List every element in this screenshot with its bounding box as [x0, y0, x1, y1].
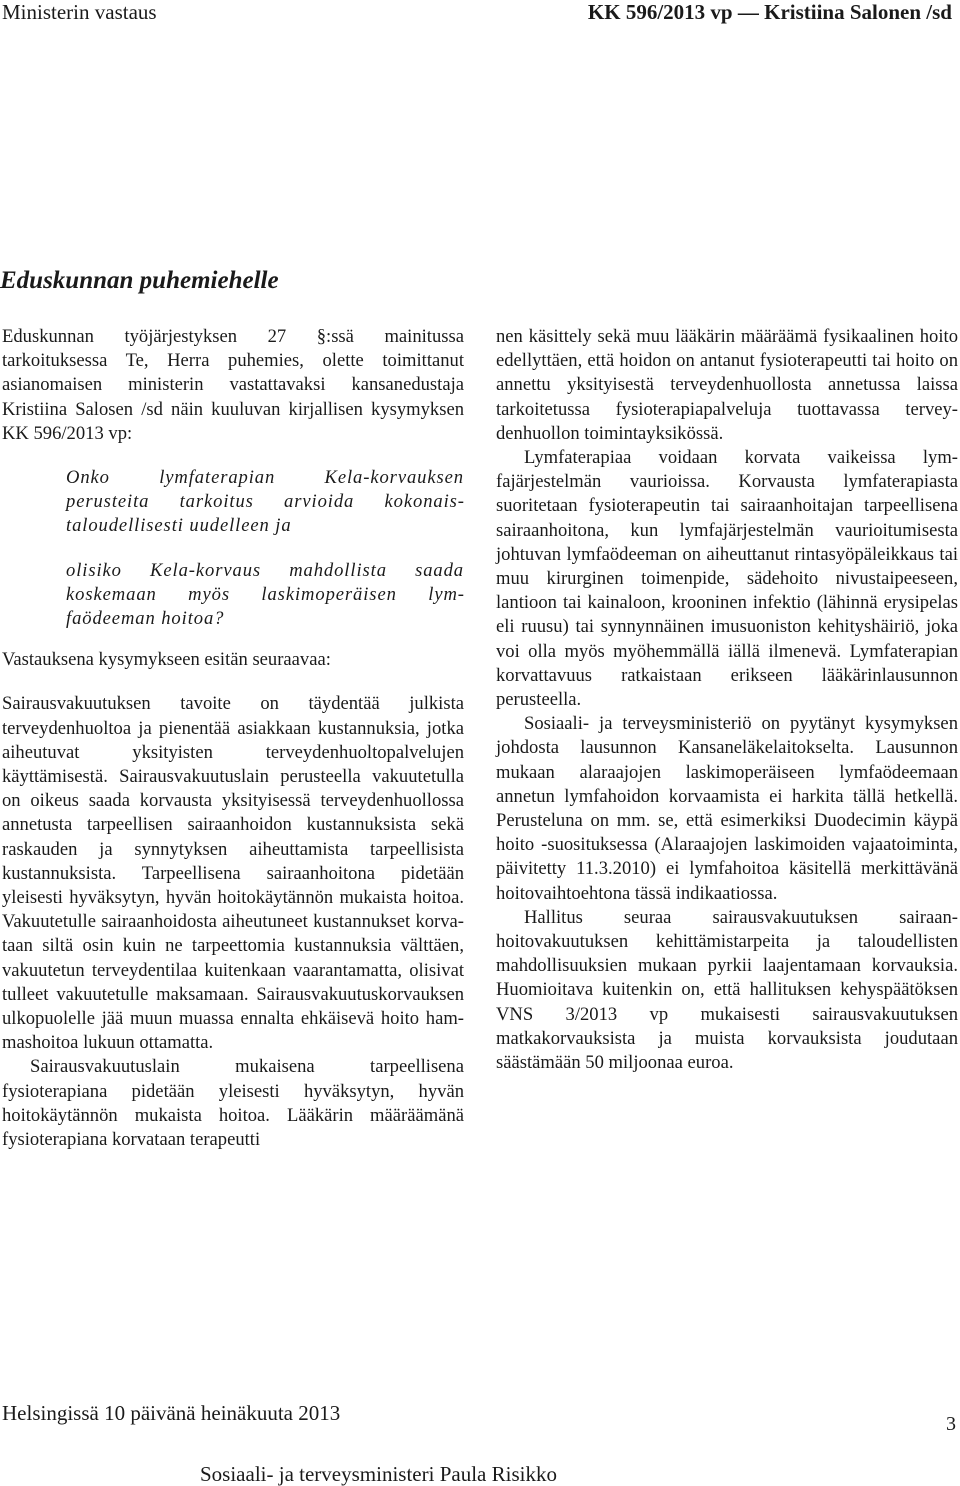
- answer-paragraph-2-continued: nen käsittely sekä muu lääkärin määräämä fysikaalinen hoito edellyttäen, että hoidon on antanut fysioterapeutti tai hoito on annettu yksityisestä terveydenhuollosta annetussa laissa tarkoitetussa fysioterapiapalveluja tuottavassa terveydenhuollon toimintayksikössä.: [496, 326, 958, 444]
- running-header-right: KK 596/2013 vp — Kristiina Salonen /sd: [587, 0, 952, 24]
- answer-paragraph-3: Lymfaterapiaa voidaan korvata vaikeissa lymfajärjestelmän vaurioissa. Korvausta lymfaterapiasta suoritetaan fysioterapeutin tai sairaanhoitajan tarpeellisena sairaanhoitona, kun lymfajärjestelmän vaurioitumisesta johtuvan lymfaödeeman on aiheuttanut rintasyöpäleikkaus tai muu kirurginen toimenpide, sädehoito nivustaipeeseen, lantioon tai kainaloon, krooninen infektio (lähinnä erysipelas eli ruusu) tai synnynnäinen imusuoniston kehityshäiriö, joka voi olla myös myöhemmällä iällä ilmenevä. Lymfaterapian korvattavuus ratkaistaan erikseen lääkärinlausunnon perusteella.: [496, 447, 958, 711]
- answer-paragraph-5: Hallitus seuraa sairausvakuutuksen sairaanhoitovakuutuksen kehittämistarpeita ja taloudellisten mahdollisuuksien mukaan pyrkii laajentamaan korvauksia. Huomioitava kuitenkin on, että hallituksen kehyspäätöksen VNS 3/2013 vp mukaisesti sairausvakuutuksen matkakorvauksista ja muista korvauksista joudutaan säästämään 50 miljoonaa euroa.: [496, 906, 958, 1074]
- answer-paragraph-4: Sosiaali- ja terveysministeriö on pyytänyt kysymyksen johdosta lausunnon Kansaneläkelaitokselta. Lausunnon mukaan alaraajojen laskimoperäiseen lymfaödeemaan annetun lymfahoidon korvaamista ei harkita tällä hetkellä. Perusteluna on mm. se, että esimerkiksi Duodecimin käypä hoito -suosituksessa (Alaraajojen laskimoiden vajaatoiminta, päivitetty 11.3.2010) ei lymfahoitoa käsitellä merkittävänä hoitovaihtoehtona tässä indikaatiossa.: [496, 713, 958, 904]
- place-and-date: Helsingissä 10 päivänä heinäkuuta 2013: [2, 1401, 341, 1425]
- left-column: [2, 325, 464, 1152]
- intro-paragraph: Eduskunnan työjärjestyksen 27 §:ssä mainitussa tarkoituksessa Te, Herra puhemies, olette toimittanut asianomaisen ministerin vastattavaksi kansanedustaja Kristiina Salosen /sd näin kuuluvan kirjallisen kysymyksen KK 596/2013 vp:: [2, 326, 464, 444]
- answer-paragraph-2: Sairausvakuutuslain mukaisena tarpeellisena fysioterapiana pidetään yleisesti hyväksytyn, hyvän hoitokäytännön mukaista hoitoa. Lääkärin määräämänä fysioterapiana korvataan terapeutti: [2, 1056, 464, 1151]
- answer-intro: Vastauksena kysymykseen esitän seuraavaa:: [2, 649, 331, 671]
- question-2: olisiko Kela-korvaus mahdollista saada koskemaan myös laskimoperäisen lymfaödeeman hoitoa?: [66, 559, 464, 630]
- answer-paragraph-1: Sairausvakuutuksen tavoite on täydentää julkista terveydenhuoltoa ja pienentää asiakkaan kustannuksia, jotka aiheutuvat yksityisten terveydenhuoltopalvelujen käyttämisestä. Sairausvakuutuslain perusteella vakuutetulla on oikeus saada korvausta yksityisessä terveydenhuollossa annetusta tarpeellisen sairaanhoidon kustannuksista sekä raskauden ja synnytyksen aiheuttamista tarpeellisista kustannuksista. Tarpeellisena sairaanhoitona pidetään yleisesti hyväksytyn, hyvän hoitokäytännön mukaista hoitoa. Vakuutetulle sairaanhoidosta aiheutuneet kustannukset korvataan siltä osin kuin ne tarpeettomia kustannuksia välttäen, vakuutetun terveydentilaa kuitenkaan vaarantamatta, olisivat tulleet vakuutetulle maksamaan. Sairausvakuutuskorvauksen ulkopuolelle jää muun muassa ennalta ehkäisevä hoito hammashoitoa lukuun ottamatta.: [2, 693, 464, 1054]
- minister-signature: Sosiaali- ja terveysministeri Paula Risikko: [200, 1462, 557, 1486]
- page-number: 3: [946, 1413, 956, 1435]
- document-title: Eduskunnan puhemiehelle: [0, 267, 279, 294]
- question-1: Onko lymfaterapian Kela-korvauksen perusteita tarkoitus arvioida kokonaistaloudellisesti uudelleen ja: [66, 467, 464, 537]
- running-header-left: Ministerin vastaus: [2, 0, 157, 24]
- right-column: [496, 325, 958, 1075]
